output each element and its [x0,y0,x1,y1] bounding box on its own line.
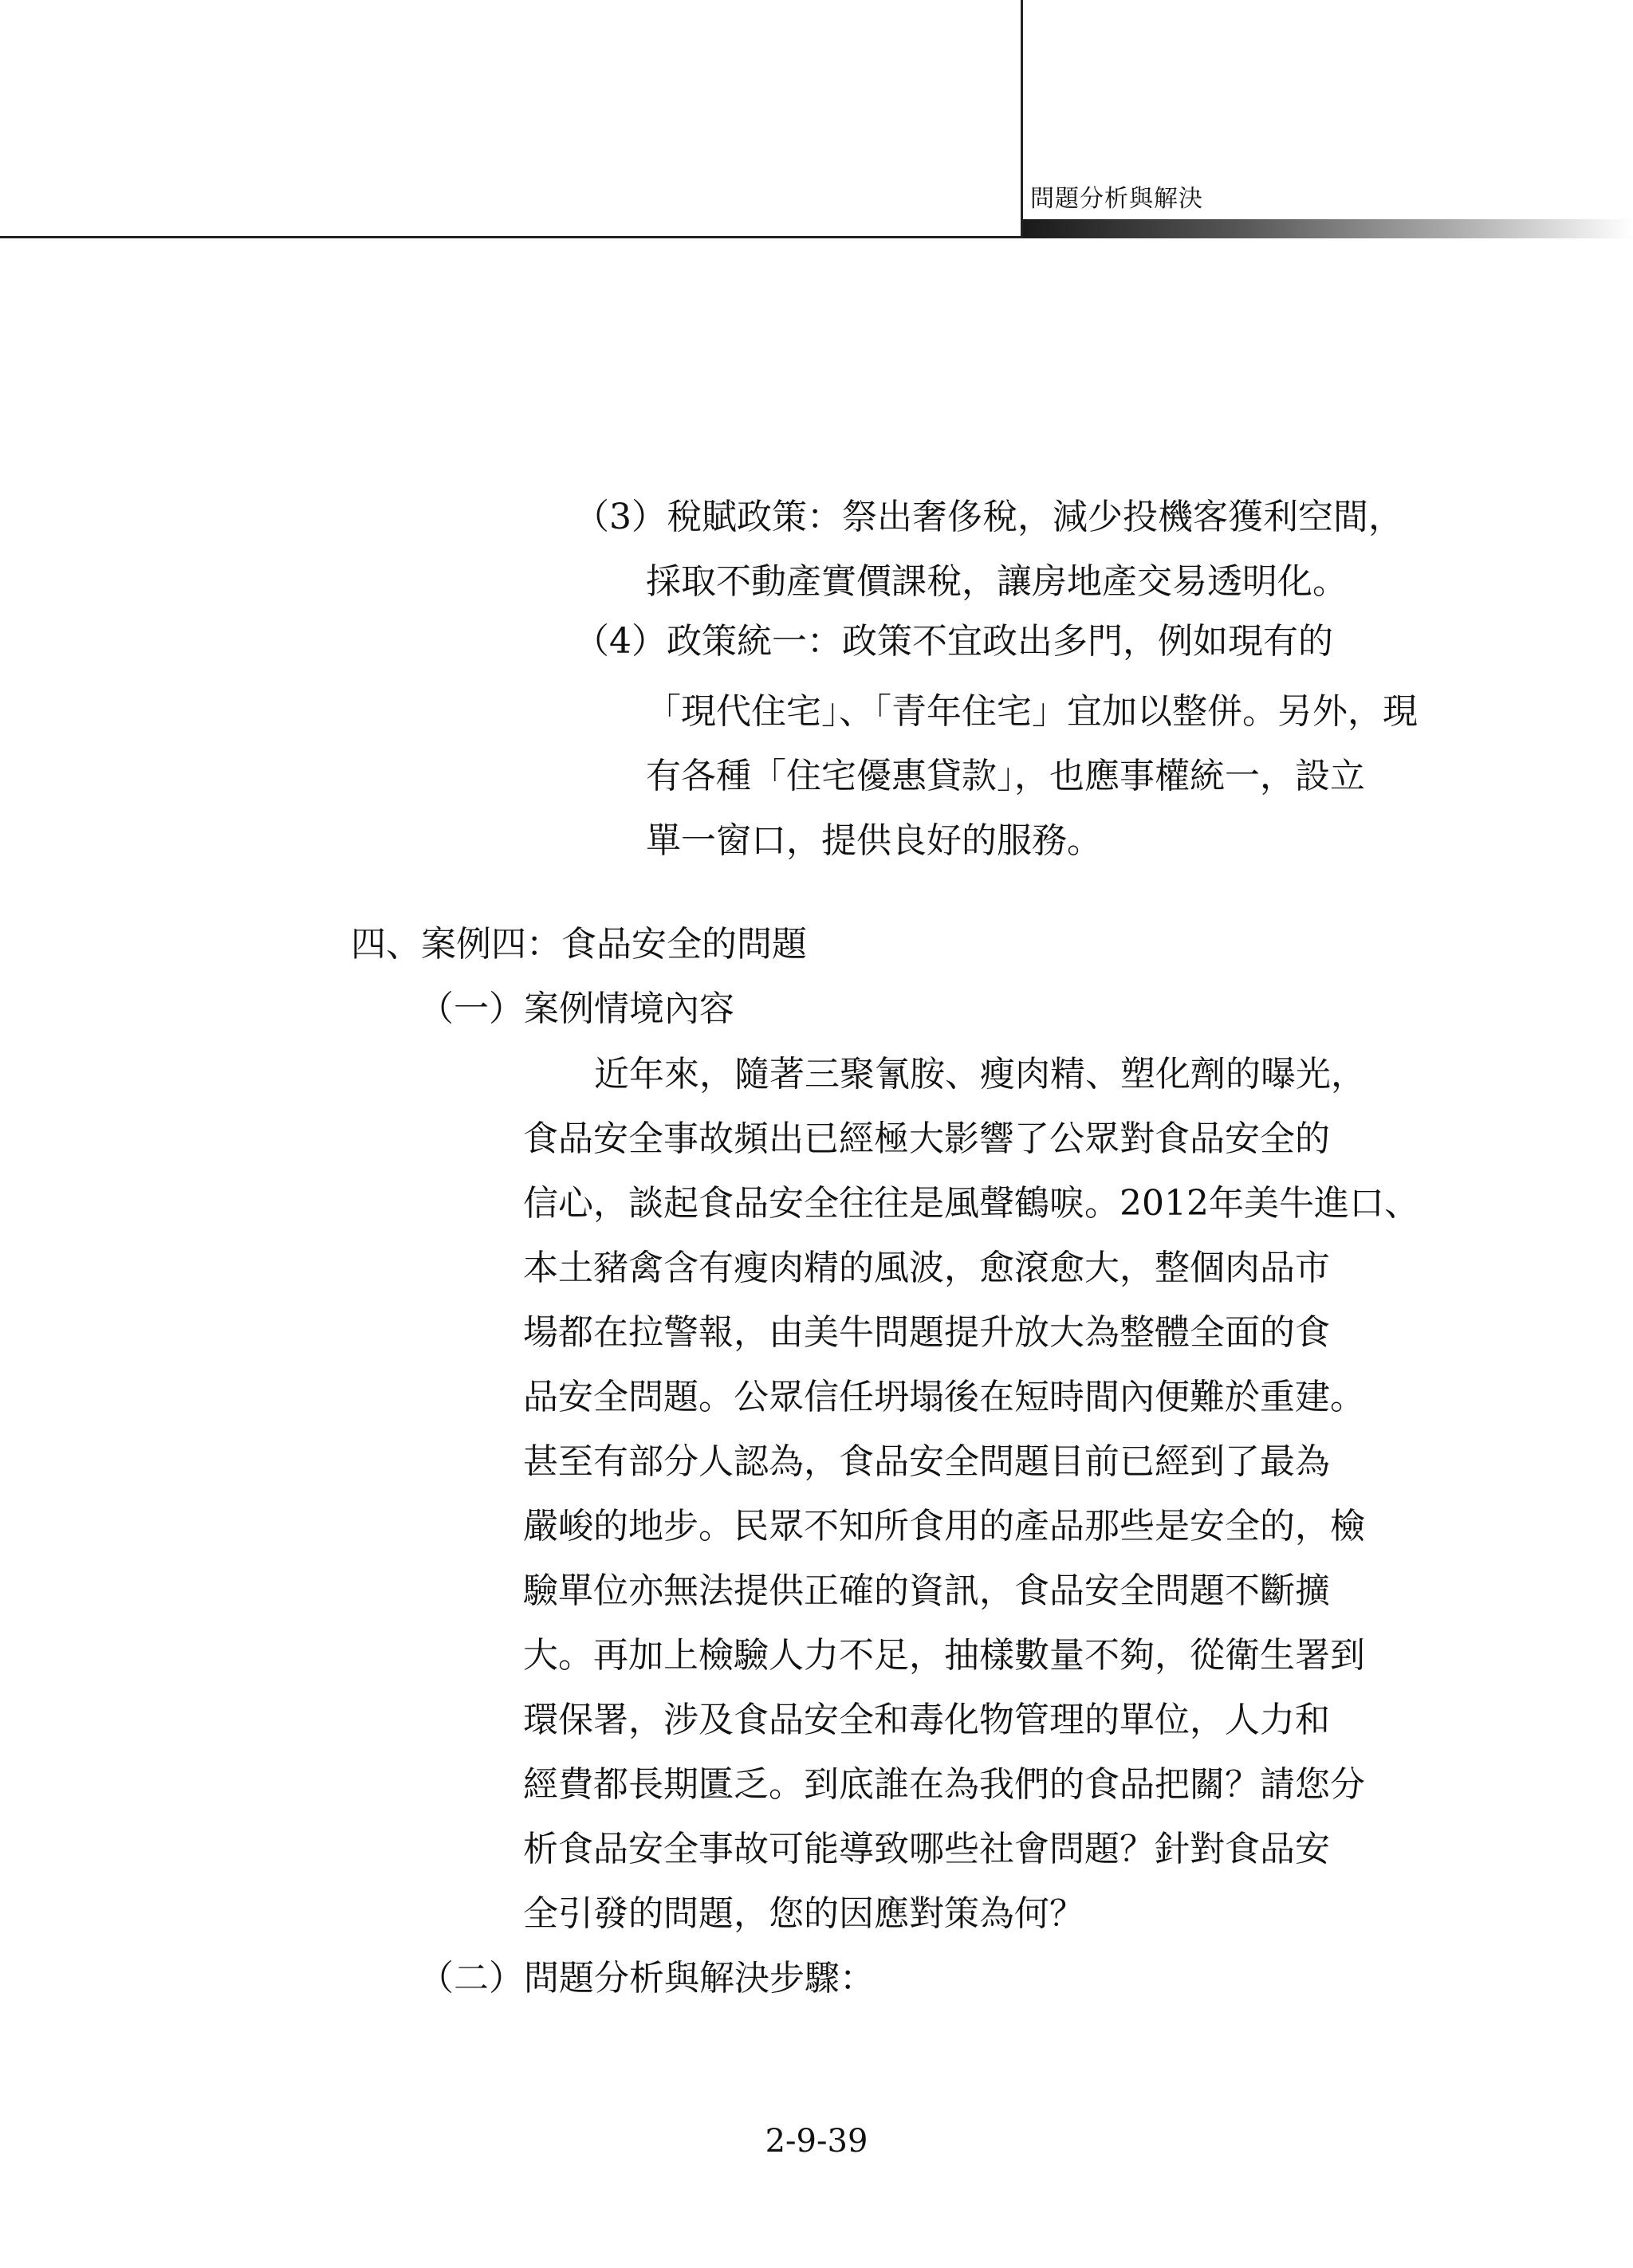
paragraph-line: 甚至有部分人認為，食品安全問題目前已經到了最為 [523,1441,1330,1482]
subsection-1-heading: （一）案例情境內容 [419,989,734,1029]
paragraph-line: 環保署，涉及食品安全和毒化物管理的單位，人力和 [523,1700,1330,1740]
paragraph-line: 食品安全事故頻出已經極大影響了公眾對食品安全的 [523,1118,1330,1159]
policy-item-4-line-1: （4）政策統一：政策不宜政出多門，例如現有的 [574,621,1333,662]
paragraph-line: 驗單位亦無法提供正確的資訊，食品安全問題不斷擴 [523,1570,1330,1611]
paragraph-line: 場都在拉警報，由美牛問題提升放大為整體全面的食 [523,1312,1330,1353]
header-horizontal-rule [0,236,1025,238]
policy-item-4-line-2: 「現代住宅」、「青年住宅」宜加以整併。另外，現 [646,691,1418,732]
paragraph-line: 析食品安全事故可能導致哪些社會問題？針對食品安 [523,1829,1330,1869]
policy-item-3-line-2: 採取不動產實價課稅，讓房地產交易透明化。 [646,561,1348,602]
page-number: 2-9-39 [765,2123,868,2160]
policy-item-4-line-3: 有各種「住宅優惠貸款」，也應事權統一，設立 [646,756,1365,796]
subsection-2-heading: （二）問題分析與解決步驟： [419,1958,875,1999]
paragraph-line: 品安全問題。公眾信任坍塌後在短時間內便難於重建。 [523,1377,1365,1417]
paragraph-line: 嚴峻的地步。民眾不知所食用的產品那些是安全的，檢 [523,1506,1365,1547]
case-heading: 四、案例四：食品安全的問題 [351,924,807,965]
running-header-title: 問題分析與解決 [1030,185,1203,213]
paragraph-line: 經費都長期匱乏。到底誰在為我們的食品把關？請您分 [523,1764,1365,1805]
policy-item-4-line-4: 單一窗口，提供良好的服務。 [646,820,1102,861]
header-vertical-rule [1021,0,1023,238]
paragraph-line: 信心，談起食品安全往往是風聲鶴唳。2012年美牛進口、 [523,1183,1419,1224]
paragraph-line: 大。再加上檢驗人力不足，抽樣數量不夠，從衛生署到 [523,1635,1365,1676]
paragraph-line: 本土豬禽含有瘦肉精的風波，愈滾愈大，整個肉品市 [523,1248,1330,1288]
header-gradient-bar [1023,219,1633,238]
paragraph-line: 近年來，隨著三聚氰胺、瘦肉精、塑化劑的曝光， [594,1054,1366,1095]
policy-item-3-line-1: （3）稅賦政策：祭出奢侈稅，減少投機客獲利空間， [574,497,1403,537]
paragraph-line: 全引發的問題，您的因應對策為何？ [523,1893,1084,1934]
